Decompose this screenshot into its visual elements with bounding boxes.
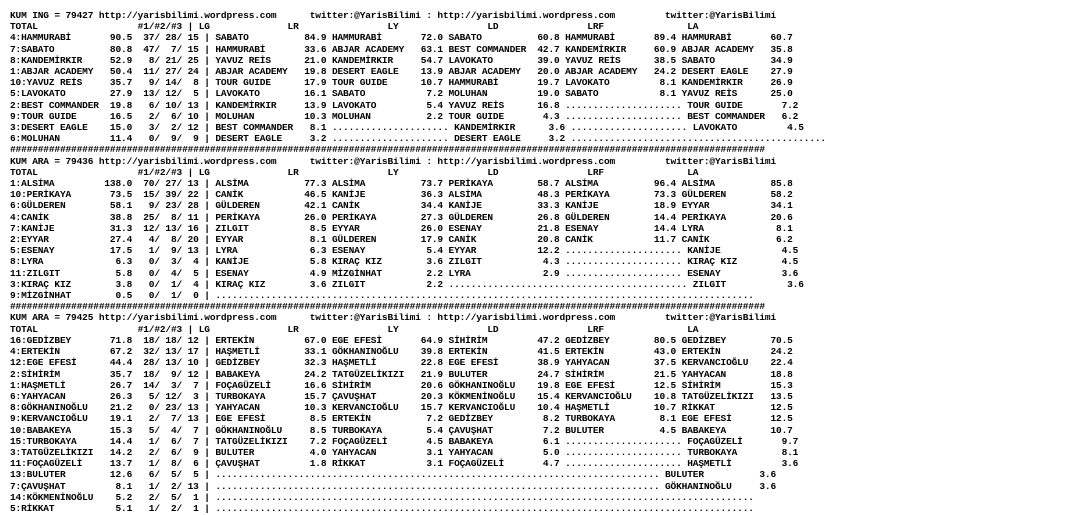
- rating-row: 5:RİKKAT 5.1 1/ 2/ 1 | .................................................................................................: [10, 502, 754, 514]
- rating-row: 9:KERVANCIOĞLU 19.1 2/ 7/ 13 | EGE EFESİ 8.5 ERTEKİN 7.2 GEDİZBEY 8.2 TURBOKAYA 8.1 EGE EFESİ 12.5: [10, 413, 793, 425]
- rating-row: 11:ZILGIT 5.8 0/ 4/ 5 | ESENAY 4.9 MİZGİNHAT 2.2 LYRA 2.9 ..................... ESENAY 3.6: [10, 267, 799, 279]
- rating-row: 8:KANDEMİRKIR 52.9 8/ 21/ 25 | YAVUZ REİS 21.0 KANDEMİRKIR 54.7 LAVOKATO 39.0 YAVUZ REİS 38.5 SABATO 34.9: [10, 54, 793, 66]
- rating-row: 10:BABAKEYA 15.3 5/ 4/ 7 | GÖKHANINOĞLU 8.5 TURBOKAYA 5.4 ÇAVUŞHAT 7.2 BULUTER 4.5 BABAKEYA 10.7: [10, 424, 793, 436]
- rating-row: 7:ÇAVUŞHAT 8.1 1/ 2/ 13 | ................................................................................ GÖKHANINOĞLU 3.6: [10, 480, 777, 492]
- column-header-line: TOTAL #1/#2/#3 | LG LR LY LD LRF LA: [10, 323, 699, 335]
- race-header-line: KUM ARA = 79425 http://yarisbilimi.wordpress.com twitter:@YarisBilimi : http://yarisbilimi.wordpress.com twitter:@YarisBilimi: [10, 312, 777, 324]
- rating-row: 15:TURBOKAYA 14.4 1/ 6/ 7 | TATGÜZELİKIZI 7.2 FOÇAGÜZELİ 4.5 BABAKEYA 6.1 ..................... FOÇAGÜZELİ 9.7: [10, 435, 799, 447]
- rating-row: 7:KANİJE 31.3 12/ 13/ 16 | ZILGIT 8.5 EYYAR 26.0 ESENAY 21.8 ESENAY 14.4 LYRA 8.1: [10, 222, 793, 234]
- rating-row: 16:GEDİZBEY 71.8 18/ 18/ 12 | ERTEKİN 67.0 EGE EFESİ 64.9 SİHİRİM 47.2 GEDİZBEY 80.5 GEDİZBEY 70.5: [10, 334, 793, 346]
- rating-row: 3:DESERT EAGLE 15.0 3/ 2/ 12 | BEST COMMANDER 8.1 ..................... KANDEMİRKIR 3.6 ..................... LAVOKATO 4.5: [10, 122, 804, 134]
- rating-row: 1:HAŞMETLİ 26.7 14/ 3/ 7 | FOÇAGÜZELİ 16.6 SİHİRİM 20.6 GÖKHANINOĞLU 19.8 EGE EFESİ 12.5 SİHİRİM 15.3: [10, 379, 793, 391]
- rating-row: 14:KÖKMENİNOĞLU 5.2 2/ 5/ 1 | .................................................................................................: [10, 491, 754, 503]
- rating-row: 4:ERTEKİN 67.2 32/ 13/ 17 | HAŞMETLİ 33.1 GÖKHANINOĞLU 39.8 ERTEKİN 41.5 ERTEKİN 43.0 ERTEKİN 24.2: [10, 346, 793, 358]
- rating-row: 10:YAVUZ REİS 35.7 9/ 14/ 8 | TOUR GUIDE 17.9 TOUR GUIDE 10.7 HAMMURABİ 19.7 LAVOKATO 8.1 KANDEMİRKIR 26.9: [10, 77, 793, 89]
- rating-row: 3:KIRAÇ KIZ 3.8 0/ 1/ 4 | KIRAÇ KIZ 3.6 ZILGIT 2.2 ........................................... ZILGIT 3.6: [10, 278, 804, 290]
- rating-row: 5:ESENAY 17.5 1/ 9/ 13 | LYRA 6.3 ESENAY 5.4 EYYAR 12.2 ..................... KANİJE 4.5: [10, 245, 799, 257]
- rating-row: 12:EGE EFESİ 44.4 28/ 13/ 10 | GEDİZBEY 32.3 HAŞMETLİ 22.8 EGE EFESİ 38.9 YAHYACAN 37.5 KERVANCIOĞLU 22.4: [10, 357, 793, 369]
- rating-row: 9:TOUR GUIDE 16.5 2/ 6/ 10 | MOLUHAN 10.3 MOLUHAN 2.2 TOUR GUIDE 4.3 ..................... BEST COMMANDER 6.2: [10, 110, 799, 122]
- rating-row: 6:MOLUHAN 11.4 0/ 9/ 9 | DESERT EAGLE 3.2 ..................... DESERT EAGLE 3.2 ..............................................: [10, 133, 826, 145]
- rating-row: 8:GÖKHANINOĞLU 21.2 0/ 23/ 13 | YAHYACAN 10.3 KERVANCIOĞLU 15.7 KERVANCIOĞLU 10.4 HAŞMETLİ 10.7 RİKKAT 12.5: [10, 402, 793, 414]
- rating-row: 2:SİHİRİM 35.7 18/ 9/ 12 | BABAKEYA 24.2 TATGÜZELİKIZI 21.9 BULUTER 24.7 SİHİRİM 21.5 YAHYACAN 18.8: [10, 368, 793, 380]
- rating-row: 8:LYRA 6.3 0/ 3/ 4 | KANİJE 5.8 KIRAÇ KIZ 3.6 ZILGIT 4.3 ..................... KIRAÇ KIZ 4.5: [10, 256, 799, 268]
- rating-row: 5:LAVOKATO 27.9 13/ 12/ 5 | LAVOKATO 16.1 SABATO 7.2 MOLUHAN 19.0 SABATO 8.1 YAVUZ REİS 25.0: [10, 88, 793, 100]
- race-header-line: KUM ARA = 79436 http://yarisbilimi.wordpress.com twitter:@YarisBilimi : http://yarisbilimi.wordpress.com twitter:@YarisBilimi: [10, 155, 777, 167]
- rating-row: 2:BEST COMMANDER 19.8 6/ 10/ 13 | KANDEMİRKIR 13.9 LAVOKATO 5.4 YAVUZ REİS 16.8 ..................... TOUR GUIDE 7.2: [10, 99, 799, 111]
- rating-row: 9:MİZGİNHAT 0.5 0/ 1/ 0 | .................................................................................................: [10, 290, 754, 302]
- rating-row: 2:EYYAR 27.4 4/ 8/ 20 | EYYAR 8.1 GÜLDEREN 17.9 CANİK 20.8 CANİK 11.7 CANİK 6.2: [10, 234, 793, 246]
- column-header-line: TOTAL #1/#2/#3 | LG LR LY LD LRF LA: [10, 166, 699, 178]
- rating-row: 7:SABATO 80.8 47/ 7/ 15 | HAMMURABİ 33.6 ABJAR ACADEMY 63.1 BEST COMMANDER 42.7 KANDEMİRKIR 60.9 ABJAR ACADEMY 35.8: [10, 43, 793, 55]
- race-header-line: KUM ING = 79427 http://yarisbilimi.wordpress.com twitter:@YarisBilimi : http://yarisbilimi.wordpress.com twitter:@YarisBilimi: [10, 10, 777, 21]
- rating-row: 11:FOÇAGÜZELİ 13.7 1/ 8/ 6 | ÇAVUŞHAT 1.8 RİKKAT 3.1 FOÇAGÜZELİ 4.7 ..................... HAŞMETLİ 3.6: [10, 458, 799, 470]
- rating-row: 6:GÜLDEREN 58.1 9/ 23/ 28 | GÜLDEREN 42.1 CANİK 34.4 KANİJE 33.3 KANİJE 18.9 EYYAR 34.1: [10, 200, 793, 212]
- rating-row: 6:YAHYACAN 26.3 5/ 12/ 3 | TURBOKAYA 15.7 ÇAVUŞHAT 20.3 KÖKMENİNOĞLU 15.4 KERVANCIOĞLU 10.8 TATGÜZELİKIZI 13.5: [10, 390, 793, 402]
- section-divider: ########################################################################################################################################: [10, 144, 765, 156]
- rating-row: 10:PERİKAYA 73.5 15/ 39/ 22 | CANİK 46.5 KANİJE 36.3 ALSİMA 48.3 PERİKAYA 73.3 GÜLDEREN 58.2: [10, 189, 793, 201]
- rating-row: 1:ALSİMA 138.0 70/ 27/ 13 | ALSİMA 77.3 ALSİMA 73.7 PERİKAYA 58.7 ALSİMA 96.4 ALSİMA 85.8: [10, 178, 793, 190]
- section-divider: ########################################################################################################################################: [10, 301, 765, 313]
- rating-row: 4:CANİK 38.8 25/ 8/ 11 | PERİKAYA 26.0 PERİKAYA 27.3 GÜLDEREN 26.8 GÜLDEREN 14.4 PERİKAYA 20.6: [10, 211, 793, 223]
- rating-row: 1:ABJAR ACADEMY 50.4 11/ 27/ 24 | ABJAR ACADEMY 19.8 DESERT EAGLE 13.9 ABJAR ACADEMY 20.0 ABJAR ACADEMY 24.2 DESERT EAGLE 27.9: [10, 66, 793, 78]
- column-header-line: TOTAL #1/#2/#3 | LG LR LY LD LRF LA: [10, 21, 699, 33]
- rating-row: 3:TATGÜZELİKIZI 14.2 2/ 6/ 9 | BULUTER 4.0 YAHYACAN 3.1 YAHYACAN 5.0 ..................... TURBOKAYA 8.1: [10, 446, 799, 458]
- rating-row: 13:BULUTER 12.6 6/ 5/ 5 | ................................................................................ BULUTER 3.6: [10, 469, 777, 481]
- rating-row: 4:HAMMURABİ 90.5 37/ 28/ 15 | SABATO 84.9 HAMMURABİ 72.0 SABATO 60.8 HAMMURABİ 89.4 HAMMURABİ 60.7: [10, 32, 793, 44]
